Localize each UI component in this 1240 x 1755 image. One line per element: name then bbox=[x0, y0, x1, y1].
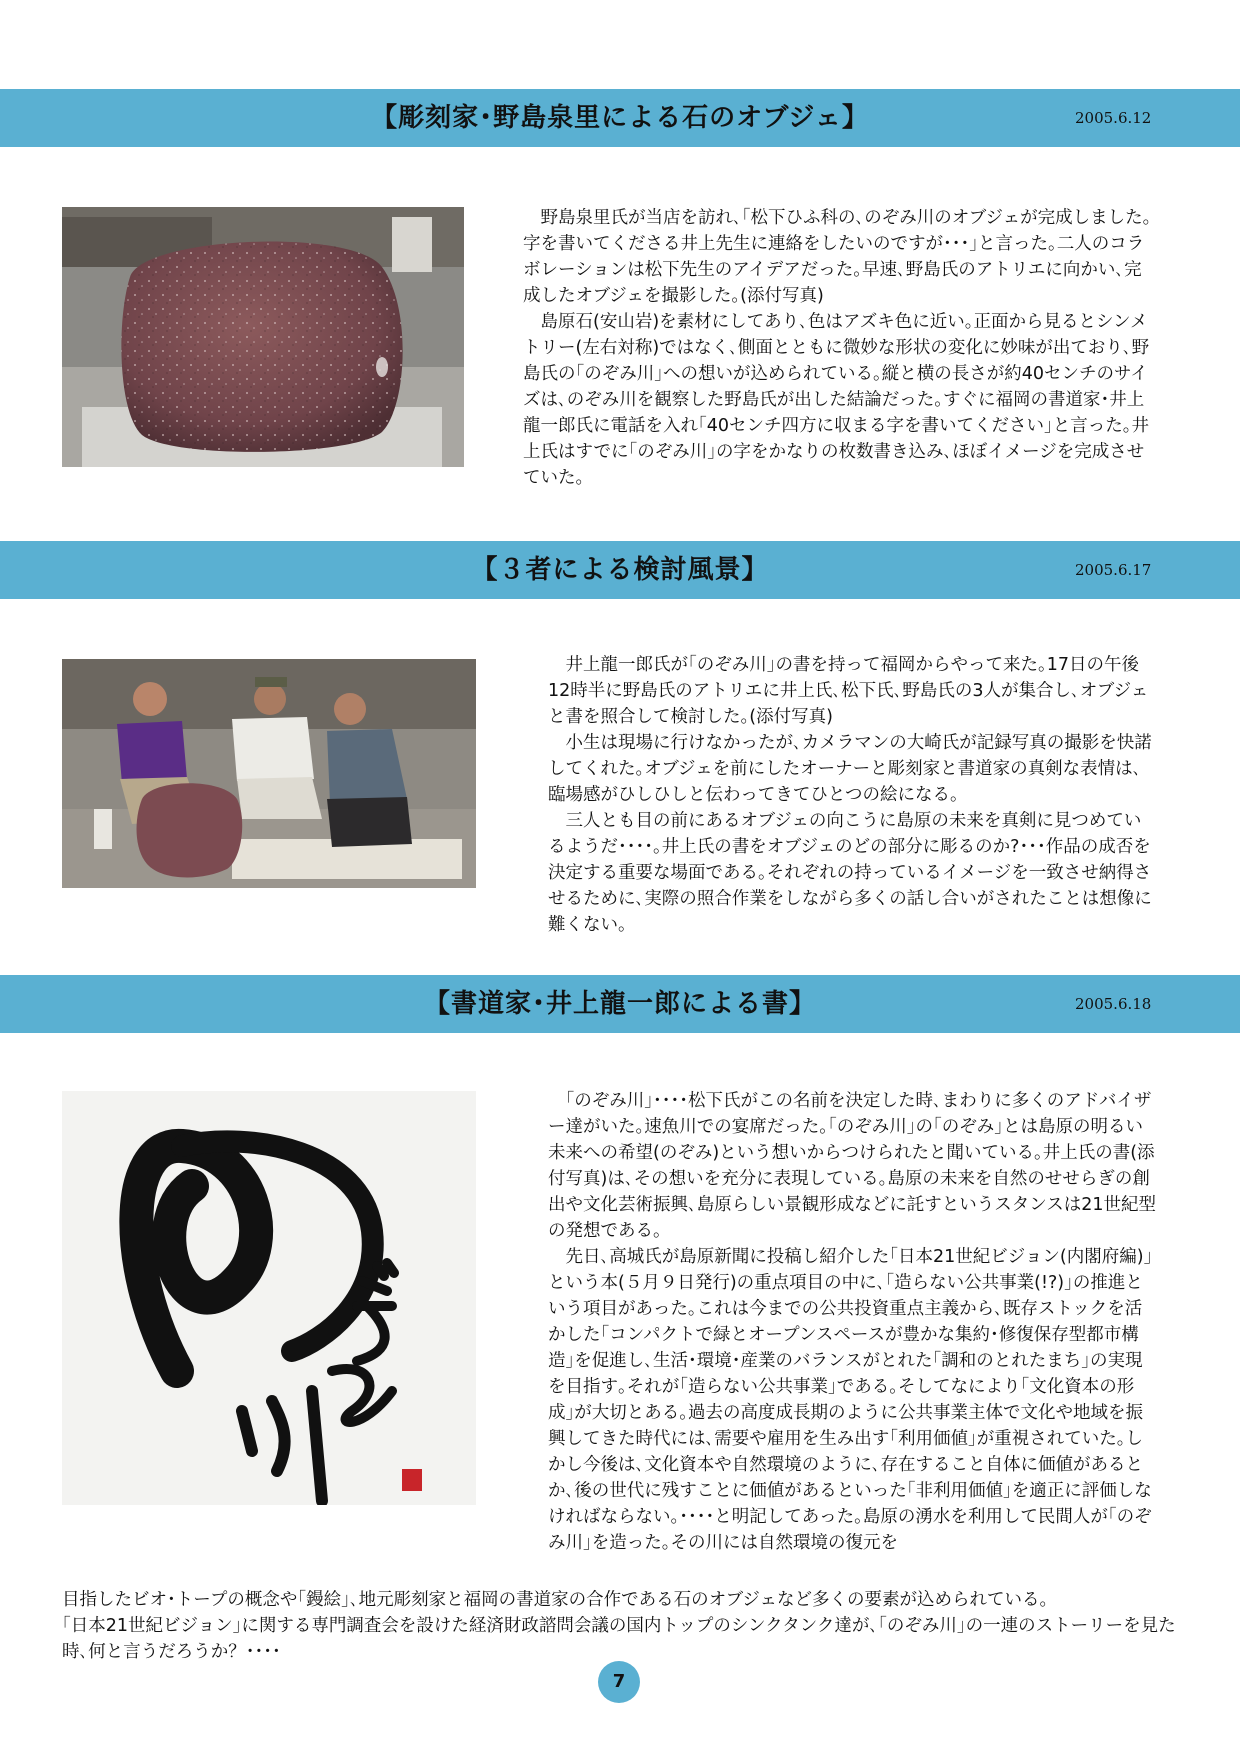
paragraph: ｢のぞみ川｣････松下氏がこの名前を決定した時､まわりに多くのアドバイザー達がいた｡速魚川での宴席だった｡｢のぞみ川｣の｢のぞみ｣とは島原の明るい未来への希望(のぞみ)という想いからつけられたと聞いている｡井上氏の書(添付写真)は､その想いを充分に表現している｡島原の未来を自然のせせらぎの創出や文化芸術振興､島原らしい景観形成などに託すというスタンスは21世紀型の発想である｡ bbox=[548, 1091, 1156, 1241]
section-date: 2005.6.12 bbox=[1075, 109, 1152, 127]
section-body bbox=[548, 1088, 1158, 1556]
paragraph: 野島泉里氏が当店を訪れ､｢松下ひふ科の､のぞみ川のオブジェが完成しました｡字を書いてくださる井上先生に連絡をしたいのですが･･･｣と言った｡二人のコラボレーションは松下先生のアイデアだった｡早速､野島氏のアトリエに向かい､完成したオブジェを撮影した｡(添付写真) bbox=[523, 208, 1152, 306]
paragraph-line: ｢日本21世紀ビジョン｣に関する専門調査会を設けた経済財政諮問会議の国内トップのシンクタンク達が､｢のぞみ川｣の一連のストーリーを見た時､何と言うだろうか？････ bbox=[62, 1616, 1176, 1662]
paragraph: 三人とも目の前にあるオブジェの向こうに島原の未来を真剣に見つめているようだ････｡井上氏の書をオブジェのどの部分に彫るのか?･･･作品の成否を決定する重要な場面である｡それぞれの持っているイメージを一致させ納得させるために､実際の照合作業をしながら多くの話し合いがされたことは想像に難くない｡ bbox=[548, 811, 1152, 935]
section-title: 【３者による検討風景】 bbox=[471, 555, 769, 585]
paragraph: 小生は現場に行けなかったが､カメラマンの大崎氏が記録写真の撮影を快諾してくれた｡オブジェを前にしたオーナーと彫刻家と書道家の真剣な表情は､臨場感がひしひしと伝わってきてひとつの絵になる｡ bbox=[548, 733, 1152, 805]
section-date: 2005.6.18 bbox=[1075, 995, 1152, 1013]
paragraph-line: 目指したビオ･トープの概念や｢鏝絵｣､地元彫刻家と福岡の書道家の合作である石のオブジェなど多くの要素が込められている｡ bbox=[62, 1590, 1049, 1610]
stone-object-photo bbox=[62, 207, 464, 467]
section-header-band bbox=[0, 541, 1240, 599]
section-title: 【彫刻家･野島泉里による石のオブジェ】 bbox=[371, 103, 869, 133]
section-body bbox=[523, 205, 1153, 491]
section-body bbox=[548, 652, 1158, 938]
discussion-scene-photo bbox=[62, 659, 476, 888]
paragraph: 井上龍一郎氏が｢のぞみ川｣の書を持って福岡からやって来た｡17日の午後12時半に野島氏のアトリエに井上氏､松下氏､野島氏の3人が集合し､オブジェと書を照合して検討した｡(添付写真) bbox=[548, 655, 1149, 727]
section-title: 【書道家･井上龍一郎による書】 bbox=[423, 989, 816, 1019]
calligraphy-photo bbox=[62, 1091, 476, 1505]
section-header-band bbox=[0, 89, 1240, 147]
section-continuation bbox=[62, 1587, 1182, 1665]
section-header-band bbox=[0, 975, 1240, 1033]
page-number: 7 bbox=[598, 1661, 640, 1703]
paragraph: 先日､高城氏が島原新聞に投稿し紹介した｢日本21世紀ビジョン(内閣府編)｣という本(５月９日発行)の重点項目の中に､｢造らない公共事業(!?)｣の推進という項目があった｡これは今までの公共投資重点主義から､既存ストックを活かした｢コンパクトで緑とオープンスペースが豊かな集約･修復保存型都市構造｣を促進し､生活･環境･産業のバランスがとれた｢調和のとれたまち｣の実現を目指す｡それが｢造らない公共事業｣である｡そしてなにより｢文化資本の形成｣が大切とある｡過去の高度成長期のように公共事業主体で文化や地域を振興してきた時代には､需要や雇用を生み出す｢利用価値｣が重視されていた｡しかし今後は､文化資本や自然環境のように､存在すること自体に価値があるとか､後の世代に残すことに価値があるといった｢非利用価値｣を適正に評価しなければならない｡････と明記してあった｡島原の湧水を利用して民間人が｢のぞみ川｣を造った｡その川には自然環境の復元を bbox=[548, 1247, 1153, 1553]
paragraph: 島原石(安山岩)を素材にしてあり､色はアズキ色に近い｡正面から見るとシンメトリー(左右対称)ではなく､側面とともに微妙な形状の変化に妙味が出ており､野島氏の｢のぞみ川｣への想いが込められている｡縦と横の長さが約40センチのサイズは､のぞみ川を観察した野島氏が出した結論だった｡すぐに福岡の書道家･井上龍一郎氏に電話を入れ｢40センチ四方に収まる字を書いてください｣と言った｡井上氏はすでに｢のぞみ川｣の字をかなりの枚数書き込み､ほぼイメージを完成させていた｡ bbox=[523, 312, 1150, 488]
section-date: 2005.6.17 bbox=[1075, 561, 1152, 579]
